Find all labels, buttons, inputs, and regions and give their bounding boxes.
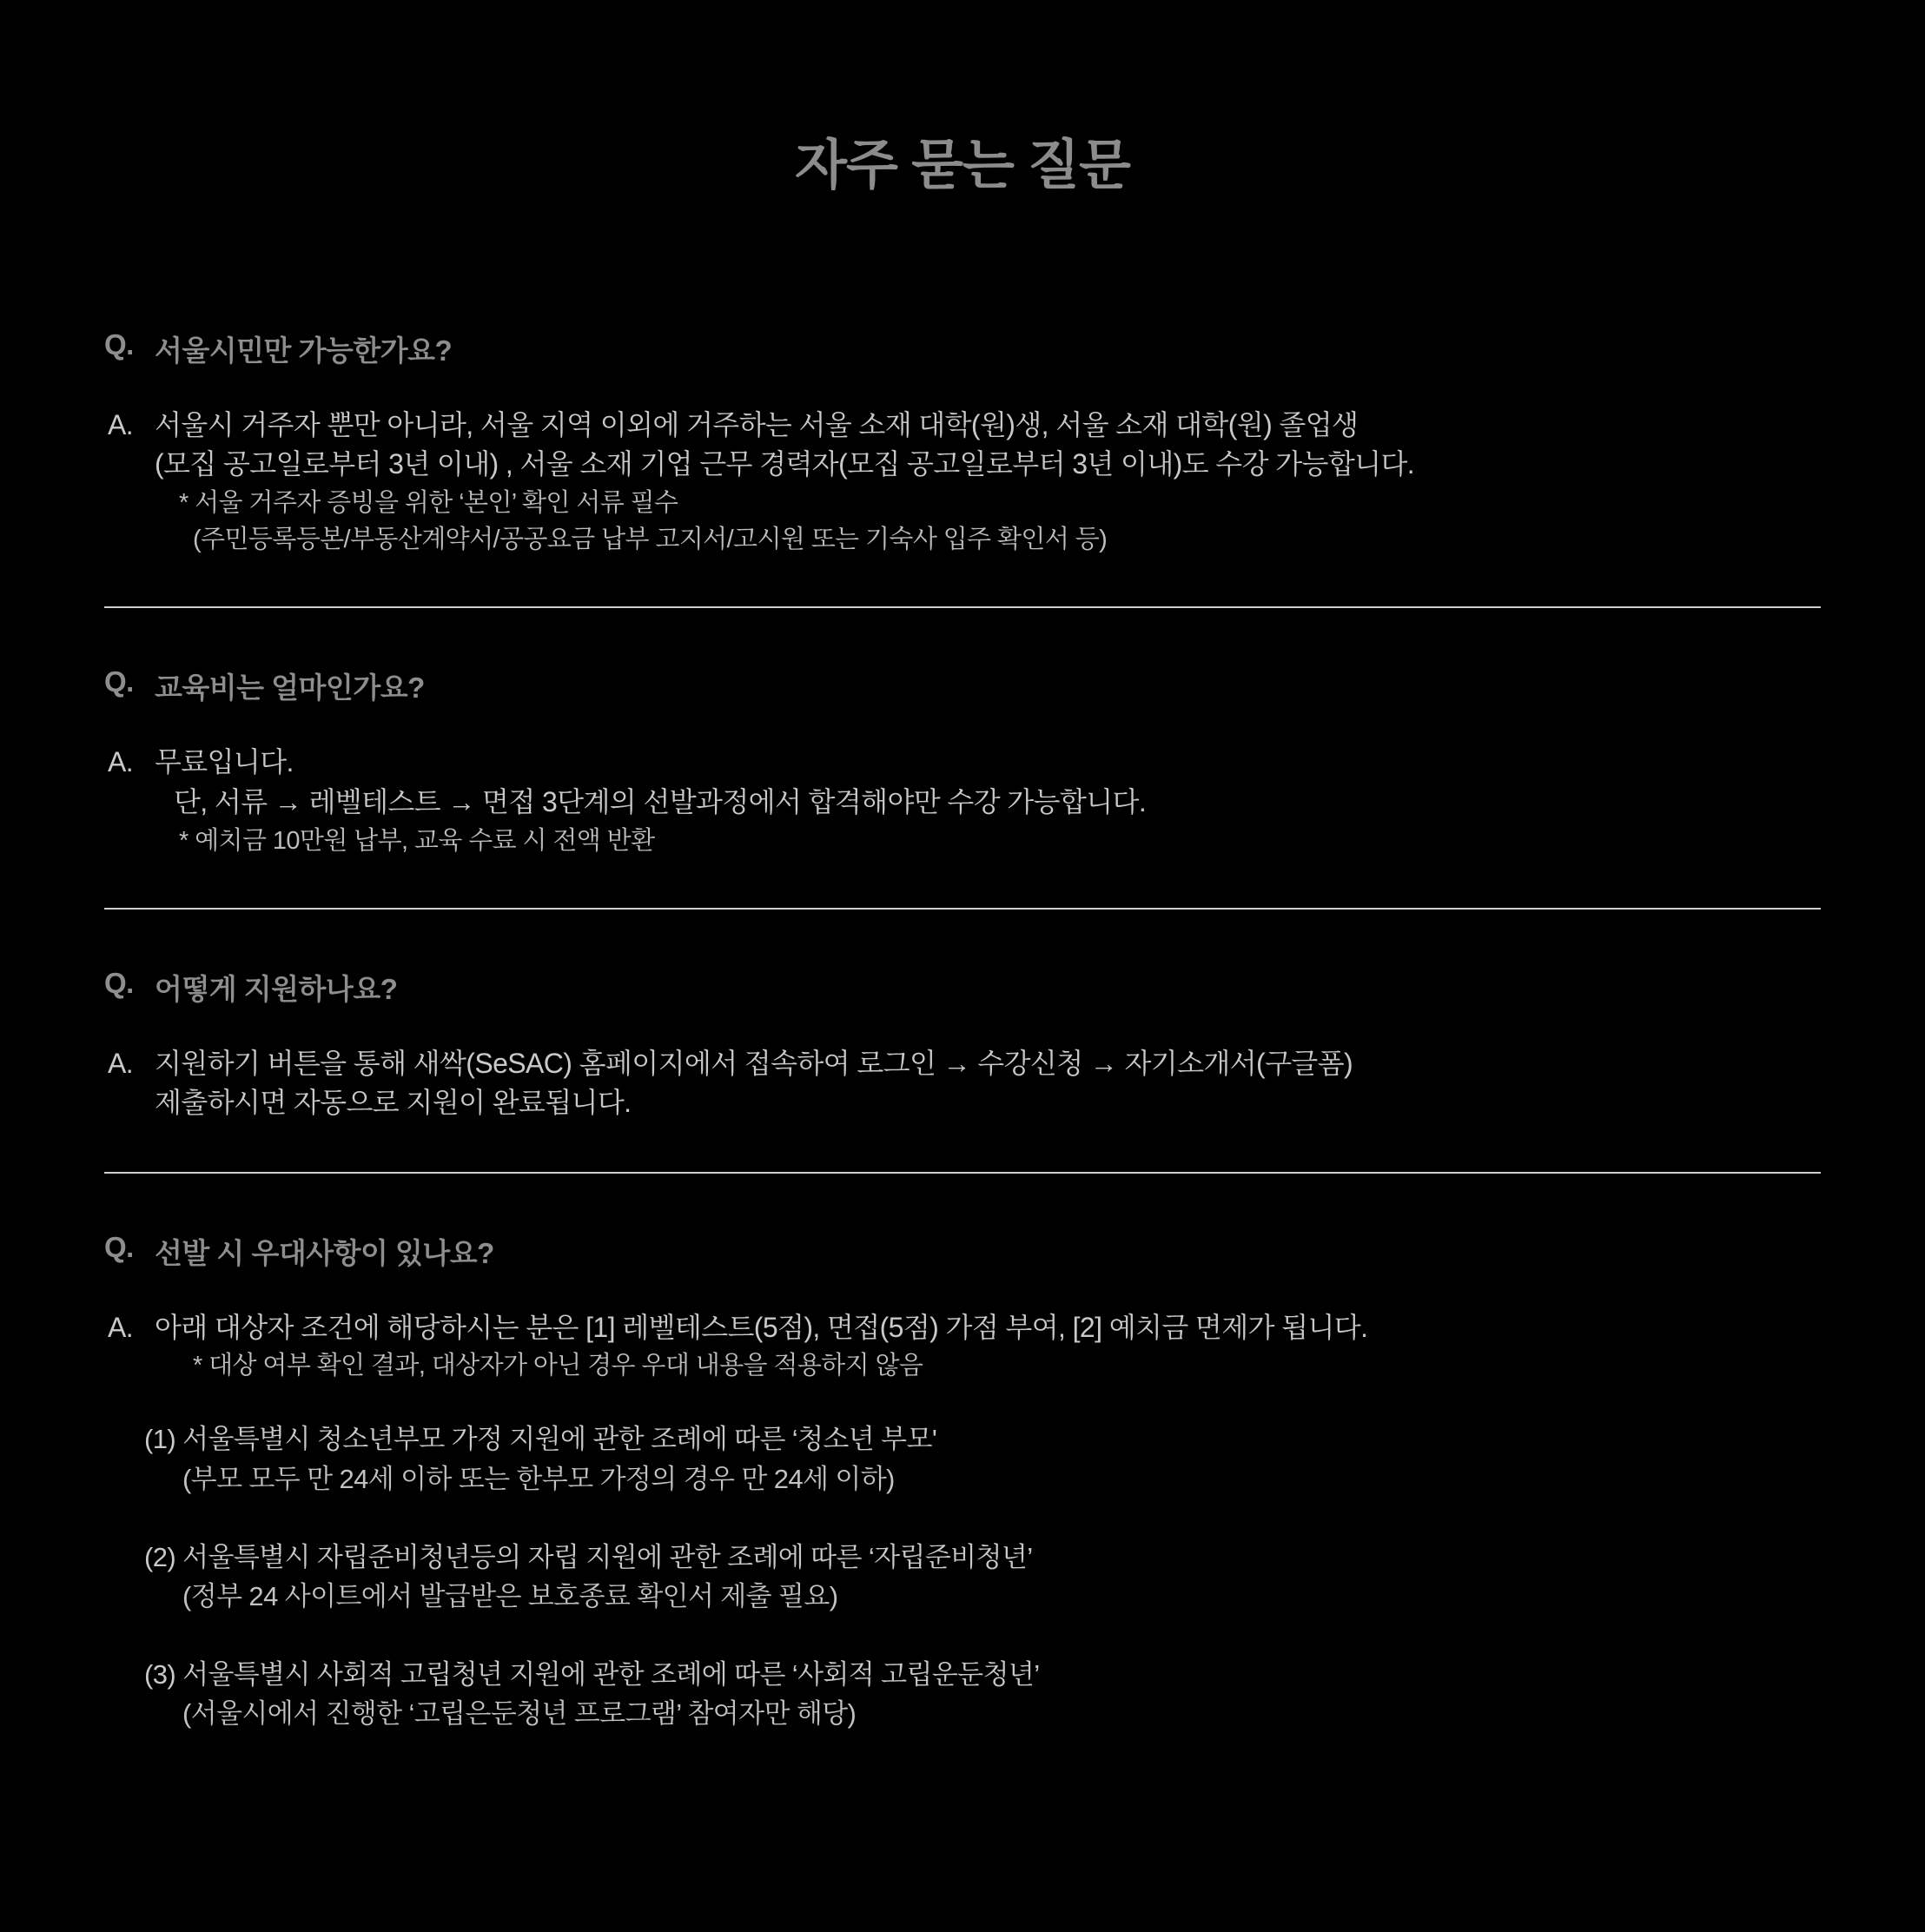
faq-question — [104, 665, 1821, 706]
question-marker: Q. — [104, 966, 134, 999]
answer-marker: A. — [108, 1047, 134, 1079]
faq-item — [104, 608, 1821, 910]
answer-line: 무료입니다. — [155, 745, 294, 777]
faq-answer — [104, 1044, 1821, 1123]
preference-title: (3) 서울특별시 사회적 고립청년 지원에 관한 조례에 따른 ‘사회적 고립운둔청년’ — [144, 1659, 1040, 1690]
answer-line: 제출하시면 자동으로 지원이 완료됩니다. — [155, 1087, 632, 1119]
question-marker: Q. — [104, 665, 134, 698]
question-text: 선발 시 우대사항이 있나요? — [155, 1236, 494, 1269]
question-text: 교육비는 얼마인가요? — [155, 671, 425, 704]
answer-line: (모집 공고일로부터 3년 이내) , 서울 소재 기업 근무 경력자(모집 공고일로부터 3년 이내)도 수강 가능합니다. — [155, 448, 1415, 480]
answer-body — [155, 743, 1821, 859]
answer-body — [155, 1308, 1821, 1384]
preference-detail: (부모 모두 만 24세 이하 또는 한부모 가정의 경우 만 24세 이하) — [182, 1463, 895, 1494]
page-title: 자주 묻는 질문 — [795, 135, 1130, 195]
question-text: 어떻게 지원하나요? — [155, 972, 398, 1005]
answer-marker: A. — [108, 1311, 134, 1343]
answer-marker: A. — [108, 408, 134, 440]
answer-marker: A. — [108, 745, 134, 777]
preference-title: (1) 서울특별시 청소년부모 가정 지원에 관한 조례에 따른 ‘청소년 부모' — [144, 1424, 937, 1455]
preference-item — [104, 1656, 1821, 1735]
question-marker: Q. — [104, 1230, 134, 1263]
faq-list — [104, 328, 1821, 1736]
answer-line: 서울시 거주자 뿐만 아니라, 서울 지역 이외에 거주하는 서울 소재 대학(원)생, 서울 소재 대학(원) 졸업생 — [155, 408, 1359, 440]
preference-detail: (정부 24 사이트에서 발급받은 보호종료 확인서 제출 필요) — [182, 1580, 838, 1611]
faq-question — [104, 328, 1821, 369]
faq-answer — [104, 1308, 1821, 1384]
answer-note: * 대상 여부 확인 결과, 대상자가 아닌 경우 우대 내용을 적용하지 않음 — [193, 1352, 923, 1380]
answer-body — [155, 1044, 1821, 1123]
preference-item — [104, 1538, 1821, 1618]
answer-line: 지원하기 버튼을 통해 새싹(SeSAC) 홈페이지에서 접속하여 로그인 → 수강신청 → 자기소개서(구글폼) — [155, 1047, 1353, 1079]
question-text: 서울시민만 가능한가요? — [155, 334, 453, 367]
question-marker: Q. — [104, 328, 134, 361]
faq-item — [104, 910, 1821, 1174]
faq-item — [104, 328, 1821, 608]
answer-note: * 예치금 10만원 납부, 교육 수료 시 전액 반환 — [179, 826, 655, 855]
answer-subline: 단, 서류 → 레벨테스트 → 면접 3단계의 선발과정에서 합격해야만 수강 가능합니다. — [174, 786, 1147, 818]
answer-note: (주민등록등본/부동산계약서/공공요금 납부 고지서/고시원 또는 기숙사 입주 확인서 등) — [193, 525, 1108, 553]
faq-answer — [104, 406, 1821, 558]
preference-detail: (서울시에서 진행한 ‘고립은둔청년 프로그램’ 참여자만 해당) — [182, 1698, 857, 1730]
faq-question — [104, 1231, 1821, 1272]
faq-item — [104, 1174, 1821, 1736]
faq-answer — [104, 743, 1821, 859]
answer-note: * 서울 거주자 증빙을 위한 ‘본인’ 확인 서류 필수 — [179, 488, 678, 517]
answer-line: 아래 대상자 조건에 해당하시는 분은 [1] 레벨테스트(5점), 면접(5점) 가점 부여, [2] 예치금 면제가 됩니다. — [155, 1311, 1368, 1343]
answer-body — [155, 406, 1821, 558]
preference-list — [104, 1420, 1821, 1735]
preference-item — [104, 1420, 1821, 1499]
preference-title: (2) 서울특별시 자립준비청년등의 자립 지원에 관한 조례에 따른 ‘자립준비청년’ — [144, 1541, 1033, 1572]
faq-question — [104, 967, 1821, 1008]
